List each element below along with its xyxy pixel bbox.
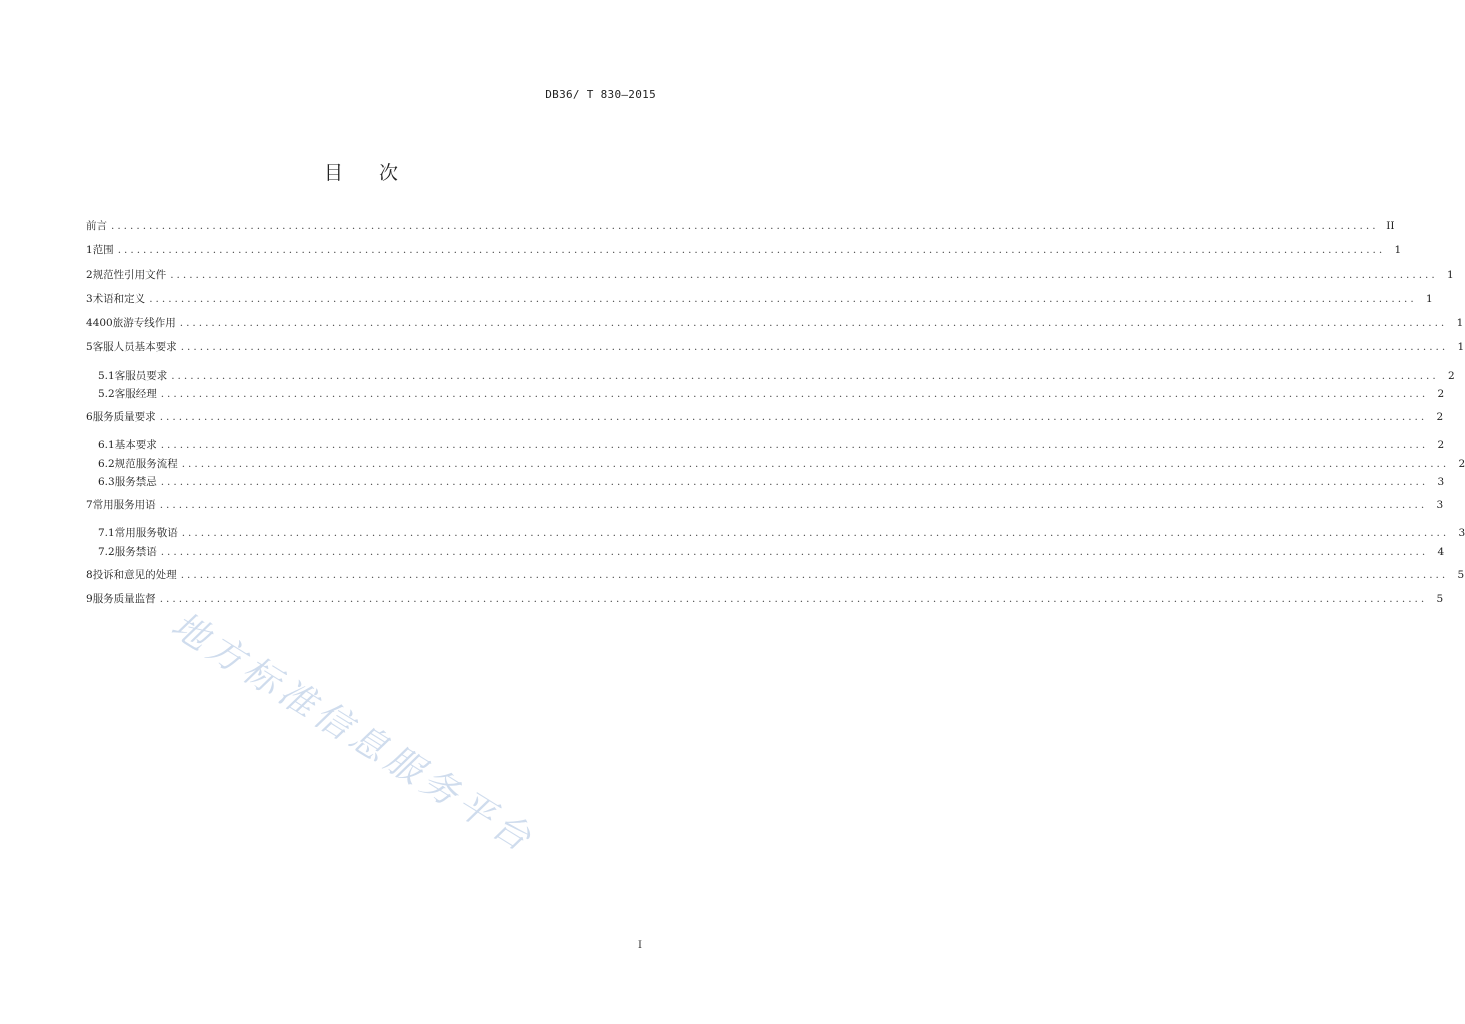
toc-entry-page: 1 — [1456, 317, 1464, 330]
toc-entry-page: 1 — [1426, 292, 1433, 305]
toc-entry-number: 7.1 — [98, 527, 115, 540]
toc-entry-label: 常用服务敬语 — [114, 527, 178, 540]
toc-entry[interactable] — [86, 496, 1444, 520]
toc-subentry[interactable] — [86, 436, 1445, 455]
document-code: DB36/ T 830—2015 — [545, 88, 656, 101]
toc-entry-label: 客服经理 — [114, 388, 157, 401]
toc-entry-page: 5 — [1457, 568, 1465, 581]
toc-entry-label: 服务禁语 — [114, 545, 157, 558]
toc-leader-dots: ........................................................................................................................................................................................................ — [159, 592, 1428, 605]
toc-entry-label: 范围 — [92, 244, 114, 257]
toc-entry-number: 4 — [86, 317, 93, 330]
toc-entry-number: 6.1 — [98, 439, 115, 452]
toc-leader-dots: ........................................................................................................................................................................................................ — [160, 439, 1429, 452]
toc-subentry[interactable] — [86, 524, 1465, 543]
toc-leader-dots: ........................................................................................................................................................................................................ — [160, 476, 1429, 489]
toc-entry-page: 2 — [1437, 439, 1445, 452]
toc-entry-label: 术语和定义 — [92, 292, 146, 305]
toc-entry[interactable] — [86, 338, 1465, 362]
toc-entry-label: 服务质量监督 — [92, 592, 156, 605]
toc-entry-number: 1 — [86, 244, 93, 257]
toc-entry-page: 1 — [1394, 244, 1402, 257]
toc-entry-page: 2 — [1448, 369, 1455, 382]
toc-leader-dots: ........................................................................................................................................................................................................ — [111, 220, 1379, 232]
toc-leader-dots: ........................................................................................................................................................................................................ — [181, 457, 1450, 470]
page-number: I — [638, 940, 642, 951]
toc-leader-dots: ........................................................................................................................................................................................................ — [171, 369, 1439, 382]
toc-entry-number: 6.3 — [98, 476, 115, 489]
toc-entry[interactable] — [86, 266, 1454, 290]
toc-entry-page: 3 — [1436, 499, 1444, 512]
toc-entry-label: 前言 — [86, 220, 107, 232]
toc-leader-dots: ........................................................................................................................................................................................................ — [180, 568, 1449, 581]
toc-entry[interactable] — [86, 590, 1444, 614]
toc-leader-dots: ........................................................................................................................................................................................................ — [179, 317, 1448, 330]
toc-entry-label: 服务禁忌 — [114, 476, 157, 489]
title-char-right: 次 — [379, 162, 401, 184]
toc-entry-number: 7.2 — [98, 545, 115, 558]
toc-leader-dots: ........................................................................................................................................................................................................ — [160, 388, 1429, 401]
toc-leader-dots: ........................................................................................................................................................................................................ — [159, 499, 1428, 512]
toc-entry-number: 7 — [86, 499, 93, 512]
toc-subentry[interactable] — [86, 455, 1465, 474]
toc-entry-label: 投诉和意见的处理 — [92, 568, 177, 581]
toc-entry[interactable] — [86, 241, 1402, 265]
toc-entry-label: 基本要求 — [114, 439, 157, 452]
toc-entry-page: II — [1386, 220, 1395, 232]
toc-entry-page: 2 — [1458, 457, 1465, 470]
toc-leader-dots: ........................................................................................................................................................................................................ — [170, 268, 1438, 281]
toc-entry-label: 规范性引用文件 — [92, 268, 167, 281]
toc-leader-dots: ........................................................................................................................................................................................................ — [117, 244, 1386, 257]
toc-subentry[interactable] — [86, 473, 1445, 492]
toc-entry-page: 5 — [1436, 592, 1444, 605]
toc-entry-number: 5.1 — [98, 369, 115, 382]
toc-entry-number: 6.2 — [98, 457, 115, 470]
toc-entry-page: 3 — [1458, 527, 1465, 540]
toc-entry-label: 常用服务用语 — [92, 499, 156, 512]
toc-entry-number: 9 — [86, 592, 93, 605]
toc-entry[interactable] — [86, 290, 1433, 314]
toc-leader-dots: ........................................................................................................................................................................................................ — [159, 410, 1428, 423]
toc-entry-label: 服务质量要求 — [92, 410, 156, 423]
toc-leader-dots: ........................................................................................................................................................................................................ — [149, 292, 1417, 305]
toc-entry-number: 5.2 — [98, 388, 115, 401]
toc-entry-number: 3 — [86, 292, 93, 305]
toc-entry-page: 2 — [1436, 410, 1444, 423]
toc-entry-number: 5 — [86, 341, 93, 354]
toc-entry-label: 客服人员基本要求 — [92, 341, 177, 354]
toc-leader-dots: ........................................................................................................................................................................................................ — [160, 545, 1429, 558]
toc-entry-page: 4 — [1437, 545, 1445, 558]
toc-entry-label: 400旅游专线作用 — [92, 317, 176, 330]
toc-entry-label: 客服员要求 — [114, 369, 168, 382]
toc-entry-page: 1 — [1457, 341, 1465, 354]
toc-entry[interactable] — [86, 314, 1464, 338]
toc-entry[interactable] — [86, 566, 1465, 590]
toc-entry[interactable] — [86, 217, 1395, 241]
toc-leader-dots: ........................................................................................................................................................................................................ — [181, 527, 1450, 540]
table-of-contents — [86, 217, 1465, 614]
toc-entry-number: 2 — [86, 268, 93, 281]
toc-entry-number: 8 — [86, 568, 93, 581]
page-title — [0, 158, 724, 185]
toc-subentry[interactable] — [86, 543, 1445, 562]
toc-entry-page: 1 — [1447, 268, 1454, 281]
watermark: 地方标准信息服务平台 — [164, 604, 542, 863]
toc-leader-dots: ........................................................................................................................................................................................................ — [180, 341, 1449, 354]
toc-entry-number: 6 — [86, 410, 93, 423]
toc-subentry[interactable] — [86, 367, 1455, 386]
toc-entry-page: 3 — [1437, 476, 1445, 489]
toc-entry[interactable] — [86, 408, 1444, 432]
toc-entry-page: 2 — [1437, 388, 1445, 401]
title-char-left: 目 — [323, 162, 345, 184]
toc-subentry[interactable] — [86, 385, 1445, 404]
toc-entry-label: 规范服务流程 — [114, 457, 178, 470]
